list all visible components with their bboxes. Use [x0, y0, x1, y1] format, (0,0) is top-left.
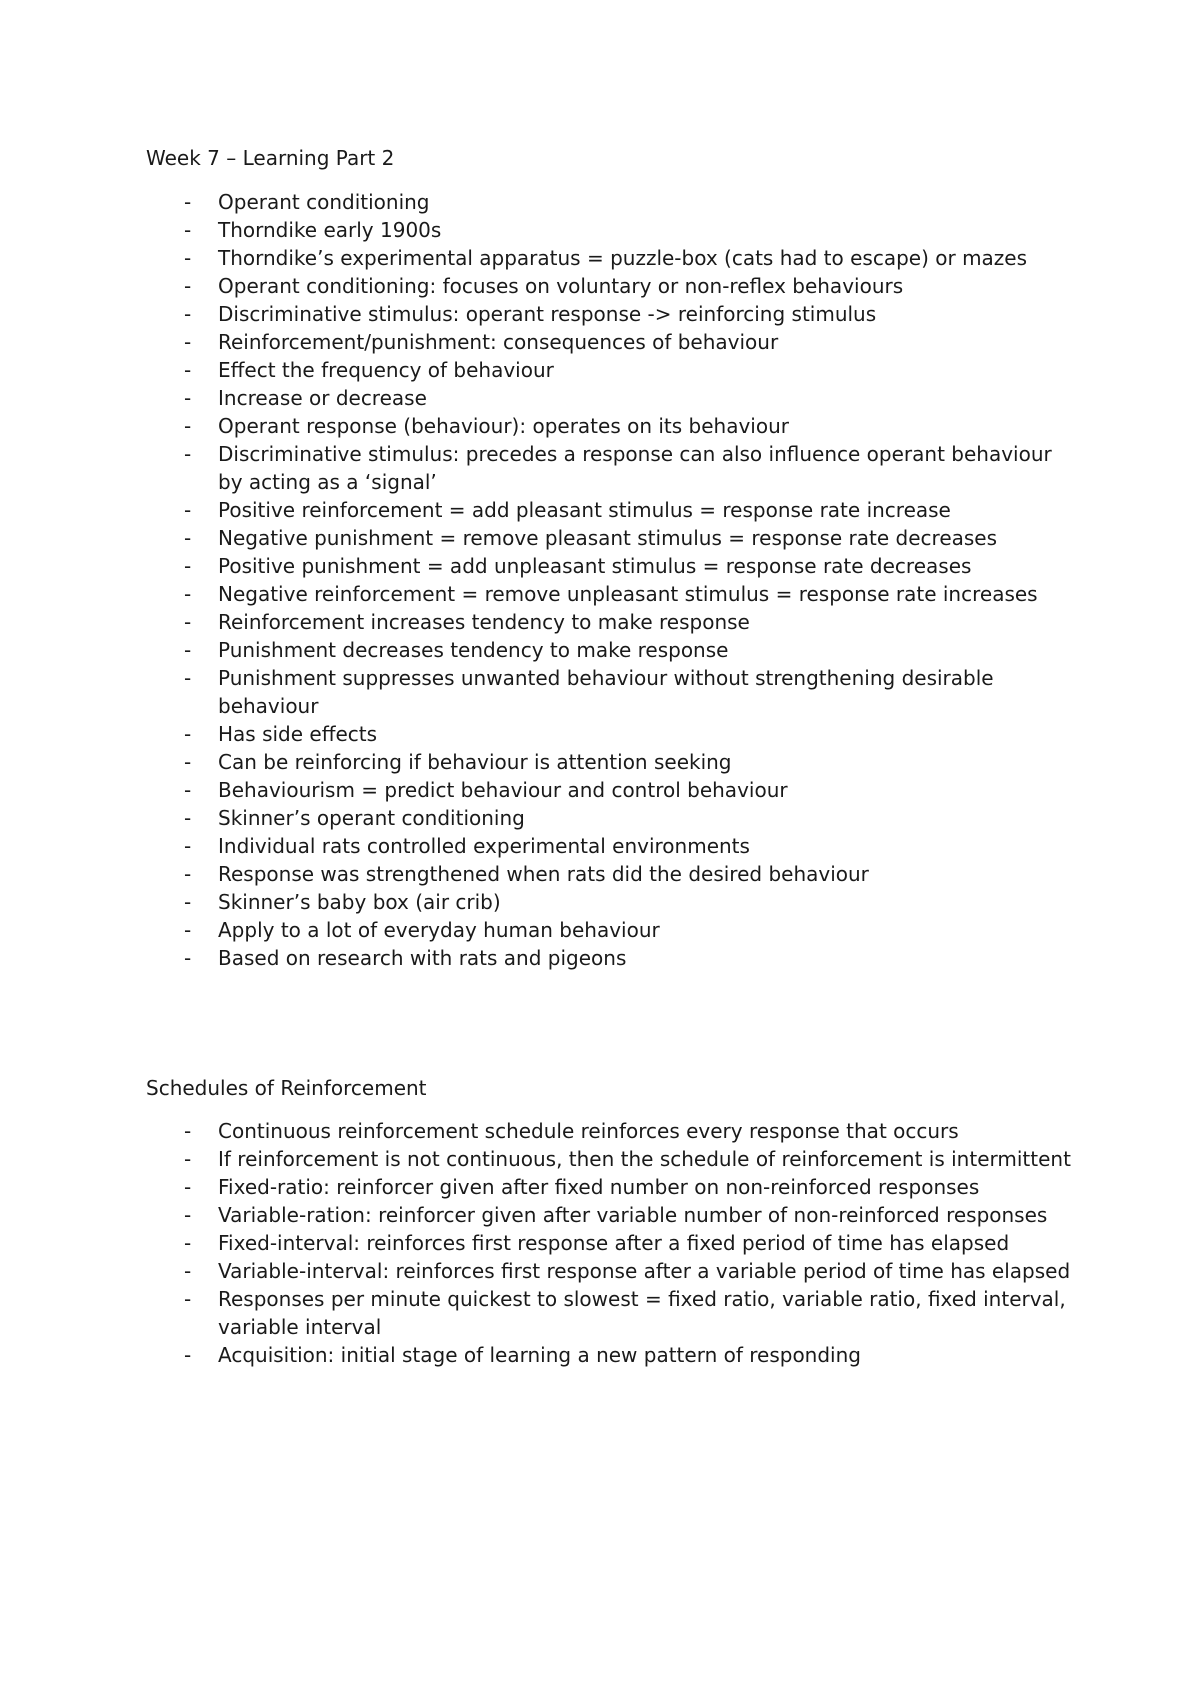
- list-item-text: Negative reinforcement = remove unpleasant stimulus = response rate increases: [218, 582, 1038, 606]
- list-item: [146, 216, 1076, 244]
- list-item: [146, 272, 1076, 300]
- list-item: [146, 1201, 1076, 1229]
- bullet-dash: -: [184, 386, 192, 410]
- bullet-dash: -: [184, 806, 192, 830]
- bullet-dash: -: [184, 750, 192, 774]
- list-item-text: Continuous reinforcement schedule reinforces every response that occurs: [218, 1119, 959, 1143]
- list-item-text: Skinner’s operant conditioning: [218, 806, 525, 830]
- bullet-dash: -: [184, 666, 192, 690]
- list-item: [146, 804, 1076, 832]
- list-item-text: Discriminative stimulus: precedes a response can also influence operant behaviour by acting as a ‘signal’: [218, 442, 1052, 494]
- bullet-dash: -: [184, 862, 192, 886]
- bullet-list-schedules: [146, 1117, 1076, 1369]
- list-item: [146, 1173, 1076, 1201]
- list-item-text: Operant response (behaviour): operates on its behaviour: [218, 414, 789, 438]
- list-item: [146, 916, 1076, 944]
- list-item: [146, 412, 1076, 440]
- list-item-text: Positive reinforcement = add pleasant stimulus = response rate increase: [218, 498, 951, 522]
- list-item: [146, 1257, 1076, 1285]
- list-item: [146, 888, 1076, 916]
- list-item: [146, 496, 1076, 524]
- list-item: [146, 1229, 1076, 1257]
- list-item-text: Fixed-interval: reinforces first response after a fixed period of time has elapsed: [218, 1231, 1010, 1255]
- list-item-text: Variable-interval: reinforces first response after a variable period of time has elapsed: [218, 1259, 1071, 1283]
- list-item-text: Apply to a lot of everyday human behaviour: [218, 918, 660, 942]
- list-item: [146, 1285, 1076, 1341]
- list-item: [146, 1341, 1076, 1369]
- list-item-text: Response was strengthened when rats did the desired behaviour: [218, 862, 869, 886]
- bullet-dash: -: [184, 834, 192, 858]
- bullet-dash: -: [184, 946, 192, 970]
- bullet-dash: -: [184, 722, 192, 746]
- bullet-dash: -: [184, 582, 192, 606]
- list-item: [146, 328, 1076, 356]
- list-item-text: Positive punishment = add unpleasant stimulus = response rate decreases: [218, 554, 972, 578]
- list-item: [146, 300, 1076, 328]
- list-item: [146, 356, 1076, 384]
- list-item-text: Punishment decreases tendency to make response: [218, 638, 729, 662]
- bullet-dash: -: [184, 610, 192, 634]
- bullet-dash: -: [184, 1343, 192, 1367]
- list-item: [146, 524, 1076, 552]
- list-item-text: Negative punishment = remove pleasant stimulus = response rate decreases: [218, 526, 998, 550]
- bullet-dash: -: [184, 554, 192, 578]
- list-item: [146, 944, 1076, 972]
- bullet-dash: -: [184, 1203, 192, 1227]
- list-item-text: Increase or decrease: [218, 386, 427, 410]
- bullet-dash: -: [184, 414, 192, 438]
- list-item: [146, 1117, 1076, 1145]
- bullet-dash: -: [184, 302, 192, 326]
- bullet-dash: -: [184, 358, 192, 382]
- list-item-text: Fixed-ratio: reinforcer given after fixed number on non-reinforced responses: [218, 1175, 980, 1199]
- list-item-text: Reinforcement increases tendency to make response: [218, 610, 750, 634]
- bullet-dash: -: [184, 638, 192, 662]
- list-item-text: If reinforcement is not continuous, then the schedule of reinforcement is intermittent: [218, 1147, 1071, 1171]
- list-item: [146, 608, 1076, 636]
- bullet-dash: -: [184, 890, 192, 914]
- bullet-dash: -: [184, 330, 192, 354]
- list-item-text: Reinforcement/punishment: consequences of behaviour: [218, 330, 779, 354]
- list-item: [146, 384, 1076, 412]
- list-item: [146, 776, 1076, 804]
- list-item-text: Responses per minute quickest to slowest = fixed ratio, variable ratio, fixed interval, variable interval: [218, 1287, 1066, 1339]
- list-item: [146, 636, 1076, 664]
- list-item: [146, 440, 1076, 496]
- bullet-dash: -: [184, 190, 192, 214]
- bullet-dash: -: [184, 918, 192, 942]
- bullet-dash: -: [184, 778, 192, 802]
- bullet-list-learning: [146, 188, 1076, 972]
- list-item: [146, 244, 1076, 272]
- list-item-text: Individual rats controlled experimental environments: [218, 834, 750, 858]
- list-item-text: Thorndike’s experimental apparatus = puzzle-box (cats had to escape) or mazes: [218, 246, 1028, 270]
- section-heading-schedules: Schedules of Reinforcement: [146, 1076, 427, 1100]
- list-item: [146, 664, 1076, 720]
- list-item-text: Punishment suppresses unwanted behaviour without strengthening desirable behaviour: [218, 666, 994, 718]
- bullet-dash: -: [184, 1259, 192, 1283]
- list-item: [146, 552, 1076, 580]
- list-item-text: Discriminative stimulus: operant response -> reinforcing stimulus: [218, 302, 877, 326]
- bullet-dash: -: [184, 1119, 192, 1143]
- list-item-text: Can be reinforcing if behaviour is attention seeking: [218, 750, 732, 774]
- list-item: [146, 860, 1076, 888]
- list-item-text: Thorndike early 1900s: [218, 218, 442, 242]
- list-item-text: Skinner’s baby box (air crib): [218, 890, 501, 914]
- list-item: [146, 748, 1076, 776]
- bullet-dash: -: [184, 526, 192, 550]
- list-item: [146, 188, 1076, 216]
- list-item: [146, 1145, 1076, 1173]
- bullet-dash: -: [184, 274, 192, 298]
- list-item-text: Based on research with rats and pigeons: [218, 946, 627, 970]
- list-item-text: Operant conditioning: [218, 190, 430, 214]
- list-item-text: Behaviourism = predict behaviour and control behaviour: [218, 778, 788, 802]
- list-item-text: Operant conditioning: focuses on voluntary or non-reflex behaviours: [218, 274, 904, 298]
- list-item: [146, 832, 1076, 860]
- bullet-dash: -: [184, 1231, 192, 1255]
- list-item-text: Variable-ration: reinforcer given after variable number of non-reinforced responses: [218, 1203, 1048, 1227]
- list-item: [146, 720, 1076, 748]
- bullet-dash: -: [184, 498, 192, 522]
- bullet-dash: -: [184, 218, 192, 242]
- section-heading-week-7: Week 7 – Learning Part 2: [146, 146, 395, 170]
- bullet-dash: -: [184, 246, 192, 270]
- bullet-dash: -: [184, 1147, 192, 1171]
- bullet-dash: -: [184, 1287, 192, 1311]
- list-item: [146, 580, 1076, 608]
- list-item-text: Has side effects: [218, 722, 378, 746]
- bullet-dash: -: [184, 1175, 192, 1199]
- list-item-text: Acquisition: initial stage of learning a new pattern of responding: [218, 1343, 861, 1367]
- bullet-dash: -: [184, 442, 192, 466]
- list-item-text: Effect the frequency of behaviour: [218, 358, 554, 382]
